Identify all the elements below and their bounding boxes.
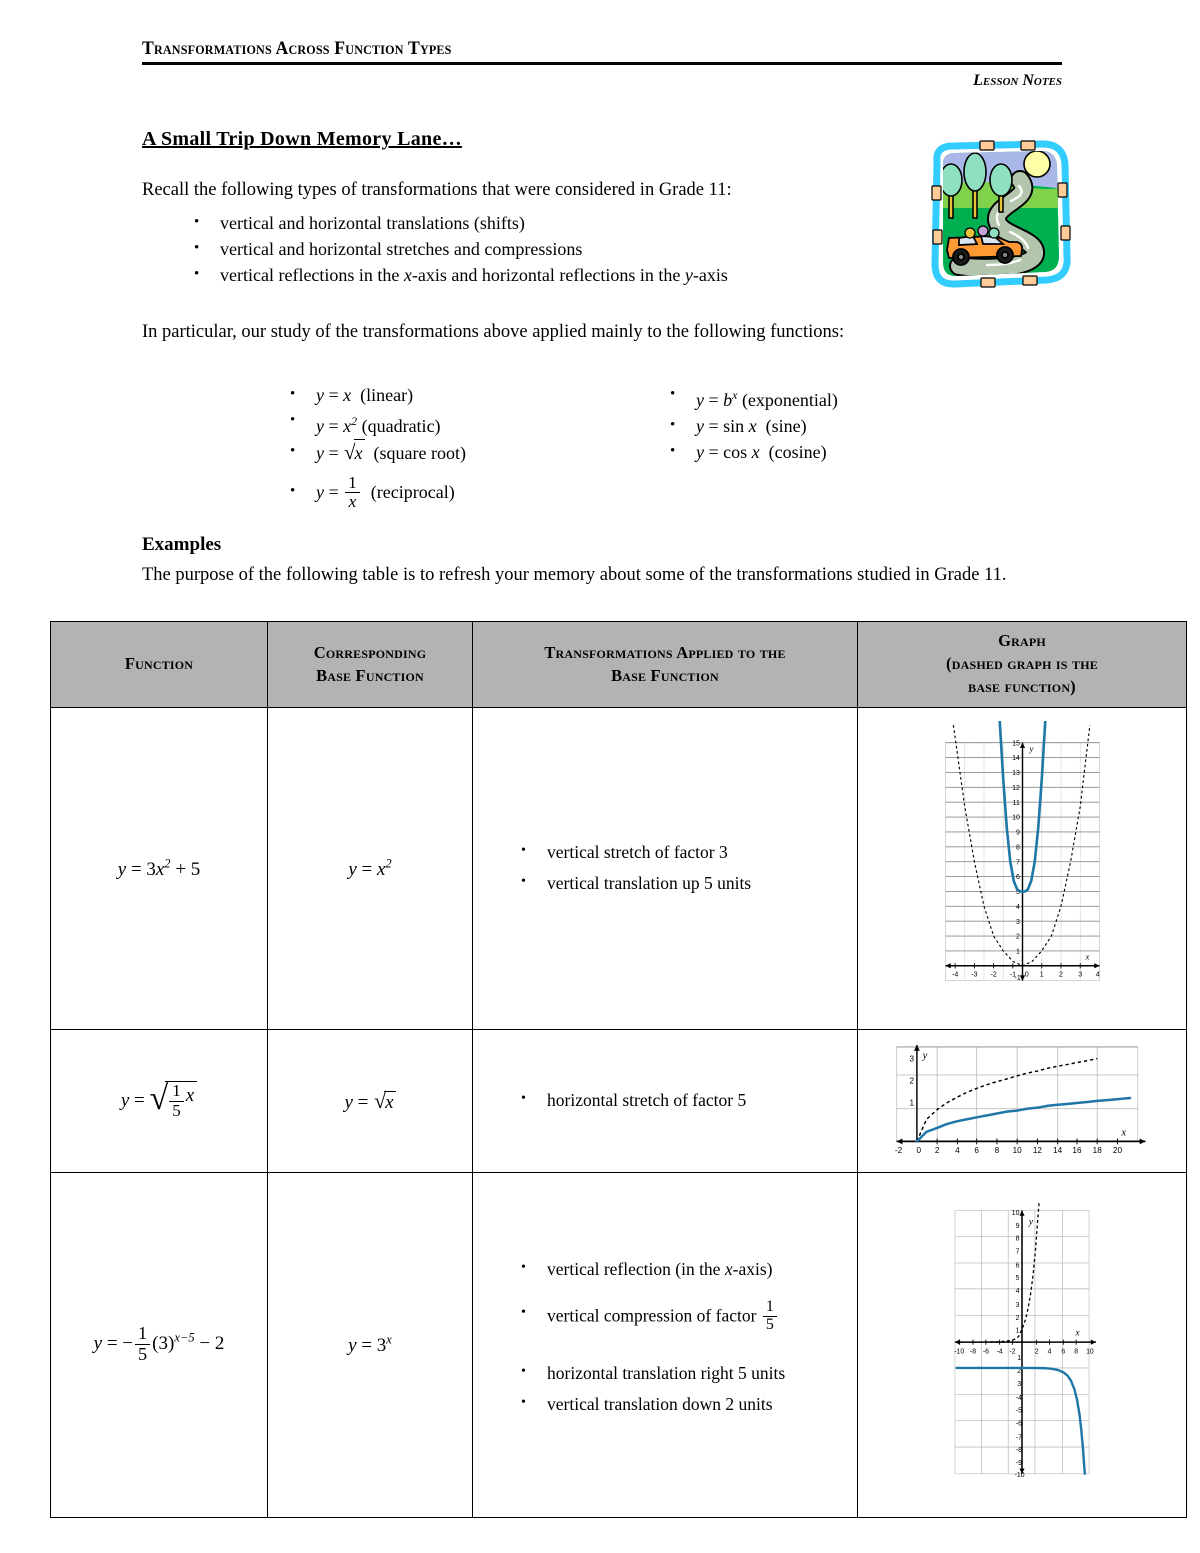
svg-text:-5: -5 xyxy=(1015,1407,1022,1415)
svg-text:3: 3 xyxy=(1017,1380,1022,1388)
svg-text:-2: -2 xyxy=(1009,1347,1016,1355)
x-axis-label: x xyxy=(1121,1127,1127,1139)
cell-transformations xyxy=(473,1030,858,1173)
svg-text:5: 5 xyxy=(1015,889,1020,896)
svg-text:-8: -8 xyxy=(1015,1446,1022,1454)
list-item xyxy=(521,838,847,866)
list-item xyxy=(186,210,728,236)
svg-text:-2: -2 xyxy=(894,1145,903,1155)
base-functions-left-list xyxy=(282,382,466,518)
svg-text:0: 0 xyxy=(1024,971,1029,979)
header-line: Base Function xyxy=(316,665,424,685)
svg-text:-9: -9 xyxy=(1015,1459,1022,1467)
svg-text:2: 2 xyxy=(1015,1314,1020,1322)
function-name: (square root) xyxy=(373,443,466,463)
table-header xyxy=(51,622,1187,708)
function-equation: $y = b^x$ xyxy=(696,388,738,410)
svg-text:2: 2 xyxy=(909,1076,914,1086)
cell-transformations xyxy=(473,708,858,1030)
header-line: (dashed graph is the xyxy=(946,654,1098,673)
table-row xyxy=(51,1030,1187,1173)
svg-text:2: 2 xyxy=(934,1145,940,1155)
cell-graph xyxy=(858,708,1187,1030)
list-item xyxy=(662,413,838,439)
header-line: Corresponding xyxy=(313,642,427,662)
transformation-list xyxy=(473,838,857,897)
svg-text:-6: -6 xyxy=(982,1347,989,1355)
x-axis-label: x xyxy=(1085,951,1089,962)
list-item xyxy=(282,382,466,408)
function-equation: y = sin x xyxy=(696,416,757,436)
svg-text:-7: -7 xyxy=(1015,1433,1022,1441)
recall-lead-paragraph: Recall the following types of transformations that were considered in Grade 11: xyxy=(142,180,732,200)
svg-text:2: 2 xyxy=(1017,1367,1022,1375)
svg-text:9: 9 xyxy=(1015,1222,1020,1230)
page-title: Transformations Across Function Types xyxy=(142,38,452,59)
svg-text:10: 10 xyxy=(1086,1347,1094,1355)
svg-text:0: 0 xyxy=(916,1145,922,1155)
exponential-transformation-graph xyxy=(936,1183,1108,1503)
cell-function xyxy=(51,1030,268,1173)
svg-text:-10: -10 xyxy=(954,1347,965,1355)
transformation-list xyxy=(473,1086,857,1114)
list-item xyxy=(282,466,466,518)
function-equation: $y = 3x^2 + 5$ xyxy=(117,856,201,880)
transformation-list xyxy=(473,1255,857,1418)
svg-text:14: 14 xyxy=(1053,1145,1063,1155)
svg-text:2: 2 xyxy=(1058,971,1063,979)
svg-text:3: 3 xyxy=(1015,918,1020,926)
function-equation: y = x xyxy=(316,385,352,405)
cell-graph xyxy=(858,1173,1187,1518)
function-equation: y = √ $\frac{1}{5}$ x xyxy=(121,1081,197,1120)
column-header-function xyxy=(51,622,268,708)
svg-text:13: 13 xyxy=(1011,770,1020,777)
header-line: Transformations Applied to the xyxy=(544,642,786,662)
function-name: (exponential) xyxy=(741,390,838,410)
svg-text:-10: -10 xyxy=(1014,1471,1025,1479)
svg-text:8: 8 xyxy=(994,1145,1000,1155)
list-item xyxy=(521,1359,847,1387)
function-name: (quadratic) xyxy=(361,416,441,436)
table-row xyxy=(51,708,1187,1030)
function-name: (sine) xyxy=(765,416,807,436)
transformation-text: vertical translation down 2 units xyxy=(547,1393,773,1414)
svg-text:-1: -1 xyxy=(1014,974,1021,982)
examples-heading: Examples xyxy=(142,534,222,555)
list-item xyxy=(186,236,728,262)
square-root-transformation-graph xyxy=(887,1041,1157,1157)
svg-text:4: 4 xyxy=(1015,1287,1020,1295)
transformations-table xyxy=(50,621,1187,1518)
list-item xyxy=(282,439,466,466)
svg-text:-1: -1 xyxy=(1009,971,1016,979)
svg-text:-3: -3 xyxy=(970,971,977,979)
svg-text:12: 12 xyxy=(1011,784,1020,792)
function-equation: y = − $\frac{1}{5}$ $(3)^{x-5} - 2$ xyxy=(93,1323,225,1364)
svg-text:7: 7 xyxy=(1015,859,1020,867)
header-line: Function xyxy=(124,654,194,673)
svg-text:-4: -4 xyxy=(996,1347,1003,1355)
table-body xyxy=(51,708,1187,1518)
base-function-equation: y = √x xyxy=(344,1088,394,1113)
svg-text:3: 3 xyxy=(1077,971,1082,979)
svg-text:20: 20 xyxy=(1112,1145,1123,1155)
clipart-svg xyxy=(925,138,1075,293)
x-axis-label: x xyxy=(1075,1327,1080,1338)
base-functions-right-list xyxy=(662,382,838,465)
document-header xyxy=(142,38,1062,65)
svg-text:5: 5 xyxy=(1015,1274,1020,1282)
memory-lane-clipart xyxy=(925,138,1075,293)
svg-text:-2: -2 xyxy=(990,971,997,979)
svg-text:2: 2 xyxy=(1034,1347,1039,1355)
svg-text:-4: -4 xyxy=(1015,1394,1022,1402)
svg-text:10: 10 xyxy=(1011,814,1020,822)
y-axis-label: y xyxy=(1029,743,1033,754)
svg-text:6: 6 xyxy=(1015,874,1020,882)
cell-graph xyxy=(858,1030,1187,1173)
svg-text:8: 8 xyxy=(1015,1235,1020,1243)
examples-paragraph: The purpose of the following table is to refresh your memory about some of the transformations studied in Grade 11. xyxy=(142,565,1007,585)
list-item xyxy=(521,1390,847,1418)
function-name: (cosine) xyxy=(768,442,827,462)
base-function-equation: $y = x^2$ xyxy=(348,856,392,880)
list-item xyxy=(662,439,838,465)
recall-item-text: vertical and horizontal stretches and compressions xyxy=(220,239,583,259)
table-row xyxy=(51,1173,1187,1518)
svg-text:6: 6 xyxy=(1015,1261,1020,1269)
function-equation: y = cos x xyxy=(696,442,760,462)
svg-text:1: 1 xyxy=(1015,948,1020,956)
svg-text:1: 1 xyxy=(909,1098,914,1108)
svg-text:10: 10 xyxy=(1011,1209,1020,1217)
cell-base-function xyxy=(268,708,473,1030)
svg-text:14: 14 xyxy=(1011,755,1020,763)
list-item xyxy=(521,869,847,897)
svg-text:-4: -4 xyxy=(951,971,958,979)
transformation-text: horizontal stretch of factor 5 xyxy=(547,1089,747,1110)
svg-text:3: 3 xyxy=(1015,1301,1020,1309)
cell-base-function xyxy=(268,1173,473,1518)
table-header-row xyxy=(51,622,1187,708)
svg-text:2: 2 xyxy=(1015,933,1020,941)
svg-text:11: 11 xyxy=(1012,799,1020,807)
svg-text:4: 4 xyxy=(1047,1347,1052,1355)
transformation-text: horizontal translation right 5 units xyxy=(547,1362,786,1383)
cell-function xyxy=(51,708,268,1030)
svg-text:18: 18 xyxy=(1092,1145,1102,1155)
list-item: • vertical reflections in the x-axis and horizontal reflections in the y-axis xyxy=(186,262,728,288)
header-line: Graph xyxy=(998,631,1046,650)
quadratic-transformation-graph xyxy=(935,721,1110,1011)
header-rule xyxy=(142,62,1062,65)
svg-text:1: 1 xyxy=(1015,1327,1020,1335)
svg-text:-8: -8 xyxy=(969,1347,977,1355)
list-item xyxy=(282,408,466,439)
svg-text:1: 1 xyxy=(1017,1354,1022,1362)
function-equation: $y = x^2$ xyxy=(316,414,358,436)
svg-text:6: 6 xyxy=(974,1145,979,1155)
function-name: (linear) xyxy=(360,385,414,405)
particular-lead-paragraph: In particular, our study of the transformations above applied mainly to the following functions: xyxy=(142,322,845,342)
svg-text:7: 7 xyxy=(1015,1248,1020,1256)
transformation-text: vertical translation up 5 units xyxy=(547,872,752,893)
list-item xyxy=(521,1086,847,1114)
svg-text:9: 9 xyxy=(1015,829,1020,837)
svg-text:10: 10 xyxy=(1012,1145,1022,1155)
svg-text:16: 16 xyxy=(1072,1145,1082,1155)
recall-item-text: vertical and horizontal translations (shifts) xyxy=(220,213,525,233)
header-line: Base Function xyxy=(611,665,719,685)
function-equation: y = $\frac{1}{x}$ xyxy=(316,482,362,502)
function-name: (reciprocal) xyxy=(370,482,455,502)
svg-text:15: 15 xyxy=(1011,740,1020,748)
svg-text:6: 6 xyxy=(1061,1347,1066,1355)
svg-text:-6: -6 xyxy=(1015,1420,1022,1428)
base-function-equation: $y = 3^x$ xyxy=(348,1332,392,1357)
svg-text:8: 8 xyxy=(1015,844,1020,852)
transformation-text: vertical stretch of factor 3 xyxy=(547,841,728,862)
svg-text:4: 4 xyxy=(1095,971,1100,979)
lesson-notes-label: Lesson Notes xyxy=(973,72,1062,89)
cell-transformations xyxy=(473,1173,858,1518)
list-item: • vertical reflection (in the x-axis) xyxy=(521,1255,847,1283)
list-item xyxy=(662,382,838,413)
y-axis-label: y xyxy=(1028,1216,1034,1227)
svg-text:3: 3 xyxy=(909,1053,914,1063)
column-header-base-function xyxy=(268,622,473,708)
svg-text:4: 4 xyxy=(1015,903,1020,911)
cell-base-function xyxy=(268,1030,473,1173)
svg-text:1: 1 xyxy=(1039,971,1044,979)
cell-function xyxy=(51,1173,268,1518)
column-header-graph xyxy=(858,622,1187,708)
y-axis-label: y xyxy=(922,1050,928,1061)
list-item: • vertical compression of factor $\frac{1}{5}$ xyxy=(521,1300,847,1335)
svg-text:12: 12 xyxy=(1032,1145,1042,1155)
recall-list xyxy=(186,210,728,288)
function-equation: y = √x xyxy=(316,443,365,463)
svg-text:4: 4 xyxy=(955,1145,960,1155)
section-title: A Small Trip Down Memory Lane… xyxy=(142,128,462,150)
header-line: base function) xyxy=(968,677,1076,696)
svg-text:8: 8 xyxy=(1074,1347,1079,1355)
column-header-transformations xyxy=(473,622,858,708)
